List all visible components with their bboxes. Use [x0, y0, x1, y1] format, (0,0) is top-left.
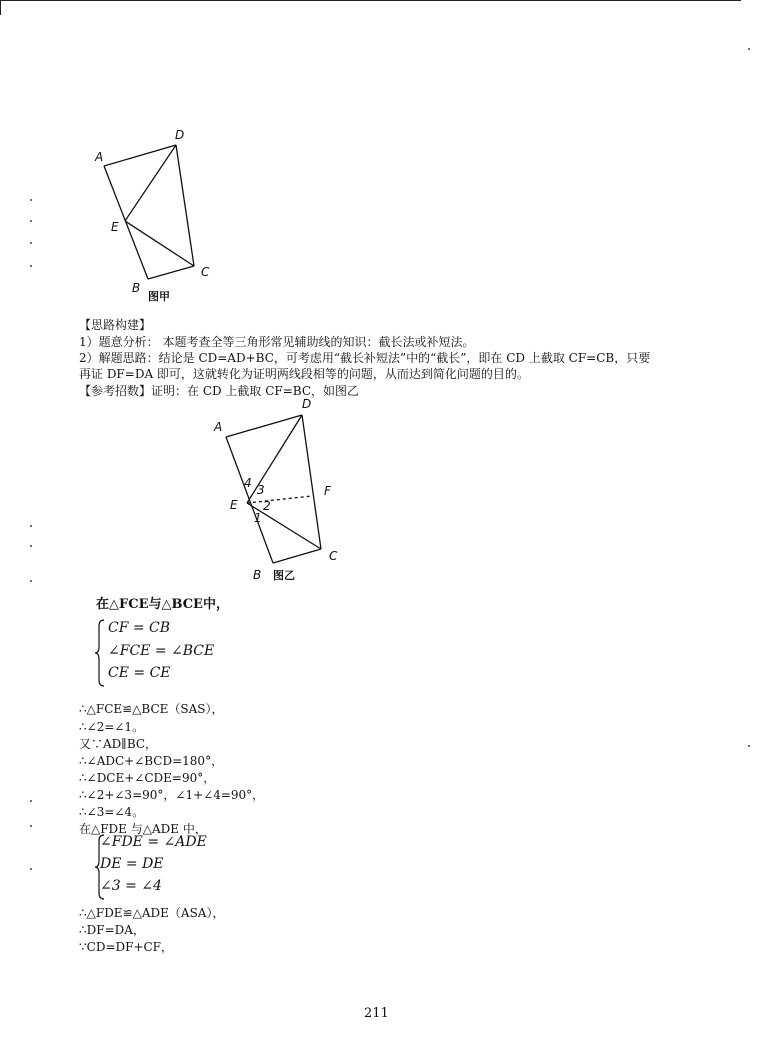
- scan-speck: [748, 48, 750, 50]
- left-brace-icon: [94, 618, 106, 688]
- fig2-label-c: C: [329, 549, 338, 563]
- fig1-label-c: C: [201, 265, 210, 279]
- fig1-label-d: D: [175, 128, 185, 142]
- fig2-angle-3: 3: [257, 483, 265, 497]
- fig1-label-b: B: [132, 281, 141, 295]
- scan-speck: [30, 265, 32, 267]
- scan-speck: [30, 580, 32, 582]
- page-border-line: [0, 0, 741, 15]
- fig2-angle-1: 1: [254, 511, 262, 525]
- scan-speck: [30, 800, 32, 802]
- page-number: 211: [364, 1006, 389, 1021]
- step-angle-sum-90: ∴∠DCE+∠CDE=90°，: [79, 771, 216, 785]
- asa-condition-1: ∠FDE = ∠ADE: [100, 834, 207, 850]
- scan-speck: [30, 199, 32, 201]
- heading-approach: 【思路构建】: [79, 318, 152, 332]
- scan-speck: [30, 220, 32, 222]
- fig2-angle-4: 4: [244, 476, 252, 490]
- scan-speck: [30, 525, 32, 527]
- figure-yi: [205, 392, 365, 584]
- step-angle2-eq-angle1: ∴∠2=∠1。: [79, 720, 145, 734]
- step-angle-sum-180: ∴∠ADC+∠BCD=180°，: [79, 754, 224, 768]
- step-df-eq-da: ∴DF=DA，: [79, 923, 145, 937]
- step-cd-eq-df-cf: ∵CD=DF+CF，: [79, 940, 174, 954]
- scan-speck: [30, 545, 32, 547]
- fig2-label-e: E: [230, 498, 238, 512]
- step-complementary-angles: ∴∠2+∠3=90°，∠1+∠4=90°，: [79, 788, 265, 802]
- sas-condition-1: CF = CB: [108, 620, 171, 636]
- in-triangles-fce-bce: 在△FCE与△BCE中，: [96, 597, 229, 612]
- fig1-label-a: A: [95, 150, 104, 164]
- step-angle3-eq-angle4: ∴∠3=∠4。: [79, 805, 145, 819]
- step-ad-parallel-bc: 又∵AD∥BC，: [79, 737, 158, 751]
- fig2-angle-2: 2: [263, 499, 271, 513]
- paragraph-idea-line1: 2）解题思路：结论是 CD=AD+BC，可考虑用“截长补短法”中的“截长”，即在 CD 上截取 CF=CB，只要: [79, 351, 651, 365]
- step-congruent-sas: ∴△FCE≌△BCE（SAS），: [79, 702, 224, 716]
- asa-condition-2: DE = DE: [100, 856, 164, 872]
- sas-condition-3: CE = CE: [108, 665, 171, 681]
- fig2-caption: 图乙: [273, 569, 295, 582]
- sas-condition-2: ∠FCE = ∠BCE: [108, 643, 215, 659]
- scan-speck: [30, 868, 32, 870]
- figure-jia: [88, 125, 228, 305]
- paragraph-analysis: 1）题意分析： 本题考查全等三角形常见辅助线的知识：截长法或补短法。: [79, 335, 475, 349]
- fig2-label-f: F: [324, 484, 331, 498]
- scan-speck: [30, 825, 32, 827]
- fig2-label-b: B: [253, 568, 262, 582]
- fig1-caption: 图甲: [148, 290, 170, 303]
- asa-condition-3: ∠3 = ∠4: [100, 878, 162, 894]
- fig1-label-e: E: [111, 220, 119, 234]
- congruence-system-sas: [94, 618, 254, 688]
- fig2-label-a: A: [214, 420, 223, 434]
- in-triangles-fde-ade: 在△FDE 与△ADE 中，: [79, 822, 207, 836]
- congruence-system-asa: [94, 833, 254, 901]
- step-congruent-asa: ∴△FDE≌△ADE（ASA），: [79, 906, 225, 920]
- heading-proof: 【参考招数】证明：在 CD 上截取 CF=BC，如图乙: [79, 384, 360, 398]
- fig2-label-d: D: [302, 397, 312, 411]
- scan-speck: [30, 242, 32, 244]
- scan-speck: [748, 745, 750, 747]
- paragraph-idea-line2: 再证 DF=DA 即可，这就转化为证明两线段相等的问题，从而达到简化问题的目的。: [79, 367, 529, 381]
